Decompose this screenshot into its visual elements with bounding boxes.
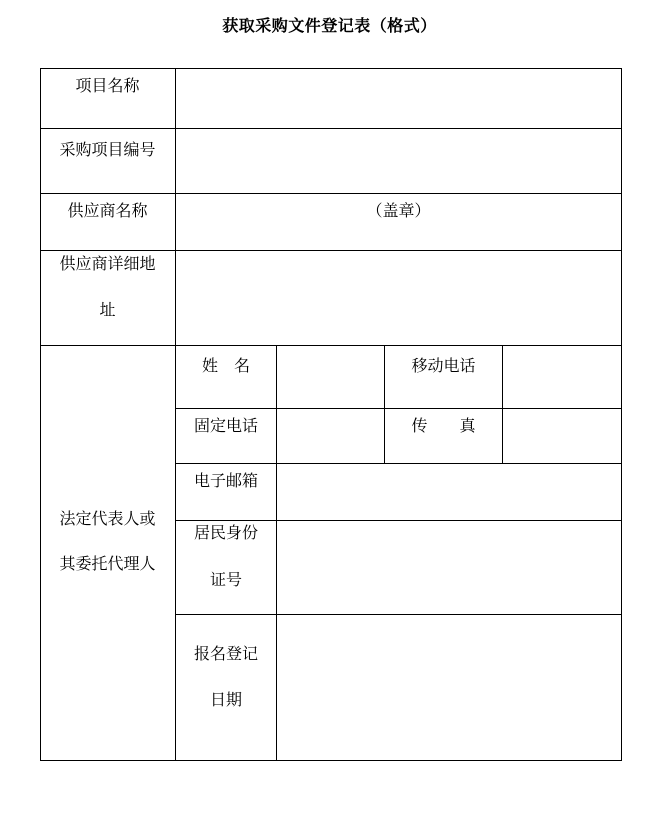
registration-date-label-line1: 报名登记 (193, 644, 258, 663)
id-number-label-line1: 居民身份 (193, 523, 258, 542)
fixed-phone-label: 固定电话 (193, 416, 258, 435)
supplier-address-field[interactable] (176, 251, 621, 345)
registration-date-label-line2: 日期 (209, 690, 242, 709)
id-number-field[interactable] (277, 521, 621, 614)
supplier-seal-note: （盖章） (366, 201, 431, 220)
fax-field[interactable] (503, 409, 621, 463)
supplier-name-label: 供应商名称 (67, 201, 148, 220)
fax-label: 传 真 (411, 416, 476, 435)
supplier-address-label-line1: 供应商详细地 (59, 254, 156, 273)
project-name-field[interactable] (176, 69, 621, 128)
row-divider (40, 193, 622, 194)
procurement-number-field[interactable] (176, 129, 621, 193)
mobile-phone-label: 移动电话 (411, 356, 476, 375)
email-label: 电子邮箱 (193, 471, 258, 490)
id-number-label-line2: 证号 (209, 570, 242, 589)
representative-group-label-line1: 法定代表人或 (59, 509, 156, 528)
name-field[interactable] (277, 346, 384, 408)
representative-group-label-line2: 其委托代理人 (59, 554, 156, 573)
fixed-phone-field[interactable] (277, 409, 384, 463)
registration-date-field[interactable] (277, 615, 621, 760)
mobile-phone-field[interactable] (503, 346, 621, 408)
form-title: 获取采购文件登记表（格式） (222, 16, 437, 35)
email-field[interactable] (277, 464, 621, 520)
procurement-number-label: 采购项目编号 (59, 140, 156, 159)
project-name-label: 项目名称 (75, 76, 140, 95)
supplier-address-label-line2: 址 (99, 300, 116, 319)
name-label: 姓 名 (201, 356, 250, 375)
